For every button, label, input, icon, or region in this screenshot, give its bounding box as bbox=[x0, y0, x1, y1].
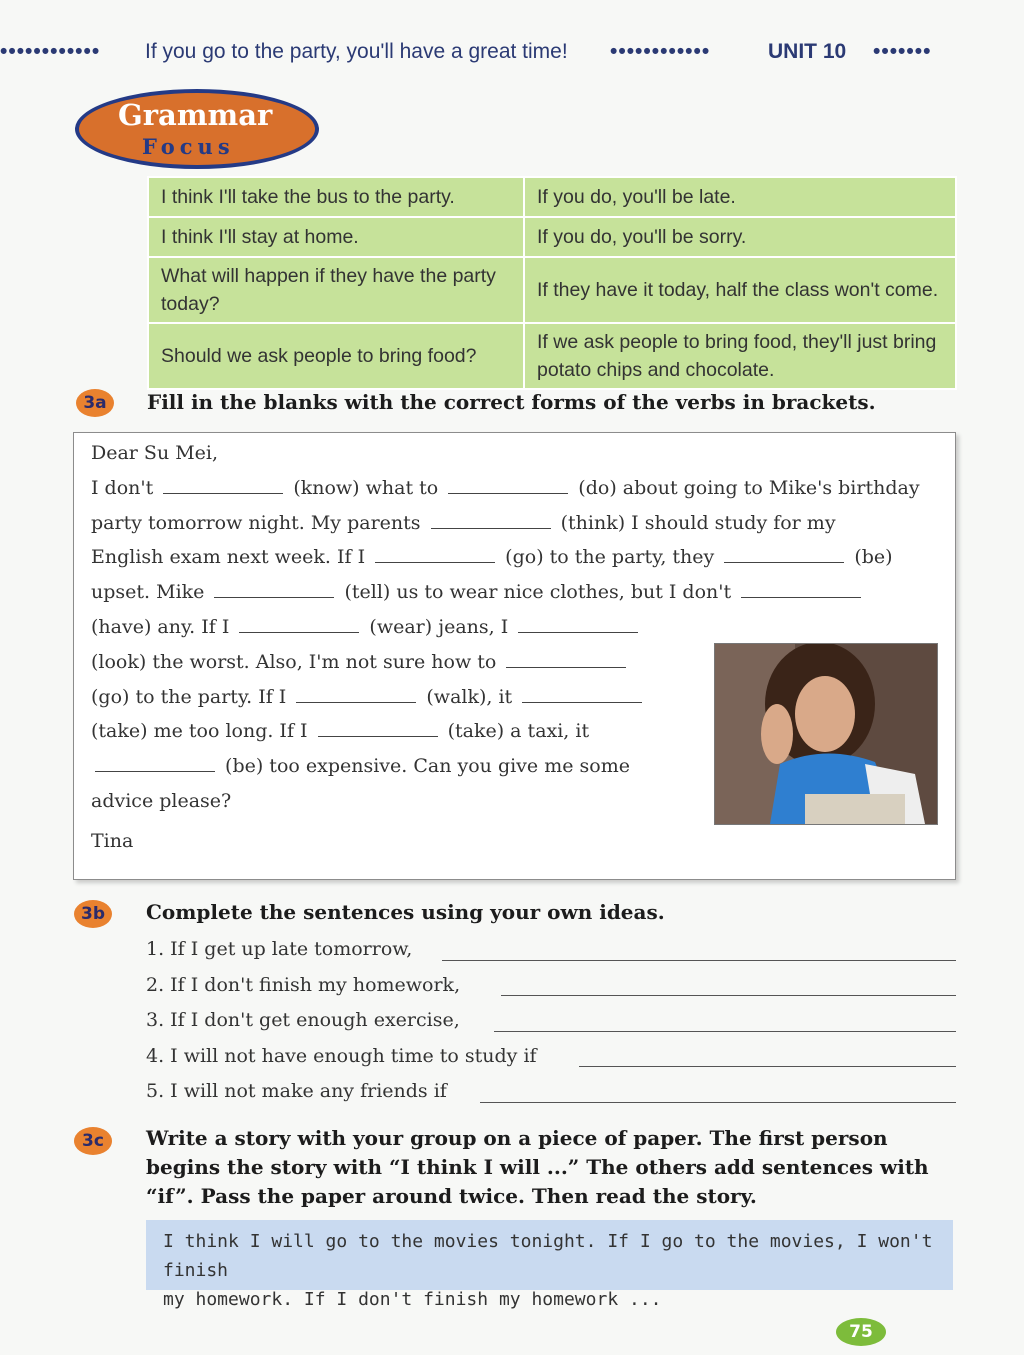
table-row bbox=[148, 323, 956, 389]
exercise-3b-list bbox=[146, 933, 956, 1111]
instruction-line: Write a story with your group on a piece of paper. The first person bbox=[146, 1126, 888, 1150]
list-item-text: 3. If I don't get enough exercise, bbox=[146, 1009, 460, 1031]
letter-text-segment: I don't bbox=[91, 476, 160, 499]
list-item bbox=[146, 1004, 956, 1040]
photo-illustration bbox=[715, 644, 937, 824]
letter-text-segment: English exam next week. If I bbox=[91, 546, 372, 569]
header-dots-middle: •••••••••••• bbox=[610, 40, 711, 63]
fill-in-blank[interactable] bbox=[296, 701, 416, 703]
letter-text-segment: party tomorrow night. My parents bbox=[91, 511, 427, 534]
table-row bbox=[148, 177, 956, 217]
fill-in-blank[interactable] bbox=[431, 527, 551, 529]
letter-text-segment: (go) to the party. If I bbox=[91, 685, 293, 708]
answer-line[interactable] bbox=[480, 1102, 956, 1103]
example-line: I think I will go to the movies tonight. If I go to the movies, I won't finish bbox=[163, 1231, 933, 1281]
letter-signature: Tina bbox=[91, 829, 134, 852]
letter-text-segment: (wear) jeans, I bbox=[363, 615, 515, 638]
header-dots-right: ••••••• bbox=[873, 40, 932, 63]
letter-text-segment: (think) I should study for my bbox=[554, 511, 836, 534]
list-item-text: 2. If I don't finish my homework, bbox=[146, 973, 461, 996]
header-dots-left: •••••••••••• bbox=[0, 40, 101, 63]
fill-in-blank[interactable] bbox=[239, 631, 359, 633]
fill-in-blank[interactable] bbox=[522, 701, 642, 703]
letter-line bbox=[91, 540, 936, 575]
photo-girl-thinking bbox=[714, 643, 938, 825]
list-item bbox=[146, 933, 956, 969]
fill-in-blank[interactable] bbox=[318, 735, 438, 737]
table-cell: What will happen if they have the party today? bbox=[148, 257, 524, 323]
exercise-3b-instruction: Complete the sentences using your own ideas. bbox=[146, 900, 665, 924]
letter-text-segment: (go) to the party, they bbox=[499, 546, 721, 569]
table-cell: If we ask people to bring food, they'll just bring potato chips and chocolate. bbox=[524, 323, 956, 389]
letter-text-segment: advice please? bbox=[91, 789, 232, 812]
unit-label: UNIT 10 bbox=[768, 40, 847, 63]
letter-text-segment: (do) about going to Mike's birthday bbox=[572, 476, 920, 499]
table-row bbox=[148, 217, 956, 257]
letter-line bbox=[91, 506, 936, 541]
letter-line bbox=[91, 471, 936, 506]
exercise-tag-3a: 3a bbox=[76, 389, 114, 417]
list-item bbox=[146, 969, 956, 1005]
instruction-line: “if”. Pass the paper around twice. Then read the story. bbox=[146, 1184, 757, 1208]
fill-in-blank[interactable] bbox=[724, 561, 844, 563]
exercise-tag-3b: 3b bbox=[74, 900, 112, 928]
letter-line bbox=[91, 575, 936, 610]
exercise-3c-instruction bbox=[146, 1124, 929, 1211]
table-cell: If they have it today, half the class won't come. bbox=[524, 257, 956, 323]
example-box bbox=[146, 1220, 953, 1310]
letter-text-segment: (know) what to bbox=[287, 476, 445, 499]
exercise-3a-instruction: Fill in the blanks with the correct forms of the verbs in brackets. bbox=[147, 390, 876, 414]
letter-greeting: Dear Su Mei, bbox=[91, 442, 219, 464]
letter-text-segment: (be) bbox=[848, 546, 893, 569]
fill-in-blank[interactable] bbox=[518, 631, 638, 633]
letter-text-segment: (walk), it bbox=[420, 685, 519, 708]
list-item-text: 5. I will not make any friends if bbox=[146, 1080, 447, 1102]
grammar-focus-subtitle: Focus bbox=[142, 134, 235, 159]
example-line: my homework. If I don't finish my homework ... bbox=[163, 1289, 662, 1310]
list-item bbox=[146, 1075, 956, 1111]
page-header bbox=[0, 38, 1024, 70]
letter-line bbox=[91, 610, 936, 645]
list-item-text: 1. If I get up late tomorrow, bbox=[146, 938, 413, 960]
fill-in-blank[interactable] bbox=[214, 596, 334, 598]
page-number: 75 bbox=[836, 1318, 886, 1346]
fill-in-blank[interactable] bbox=[741, 596, 861, 598]
table-row bbox=[148, 257, 956, 323]
exercise-tag-3c: 3c bbox=[74, 1127, 112, 1155]
fill-in-blank[interactable] bbox=[448, 492, 568, 494]
answer-line[interactable] bbox=[494, 1031, 956, 1032]
header-title: If you go to the party, you'll have a great time! bbox=[145, 40, 568, 63]
letter-text-segment: (be) too expensive. Can you give me some bbox=[219, 755, 630, 778]
table-cell: I think I'll stay at home. bbox=[148, 217, 524, 257]
letter-text-segment: (take) a taxi, it bbox=[441, 720, 590, 743]
table-cell: If you do, you'll be late. bbox=[524, 177, 956, 217]
answer-line[interactable] bbox=[442, 960, 956, 961]
letter-text-segment: (have) any. If I bbox=[91, 615, 236, 638]
list-item-text: 4. I will not have enough time to study if bbox=[146, 1044, 537, 1067]
letter-text-segment: upset. Mike bbox=[91, 581, 211, 604]
fill-in-blank[interactable] bbox=[375, 561, 495, 563]
letter-text-segment: (tell) us to wear nice clothes, but I don't bbox=[338, 581, 738, 604]
grammar-focus-table bbox=[147, 176, 957, 390]
instruction-line: begins the story with “I think I will ...” The others add sentences with bbox=[146, 1155, 929, 1179]
table-cell: Should we ask people to bring food? bbox=[148, 323, 524, 389]
fill-in-blank[interactable] bbox=[163, 492, 283, 494]
fill-in-blank[interactable] bbox=[506, 666, 626, 668]
fill-in-blank[interactable] bbox=[95, 770, 215, 772]
table-cell: I think I'll take the bus to the party. bbox=[148, 177, 524, 217]
table-cell: If you do, you'll be sorry. bbox=[524, 217, 956, 257]
answer-line[interactable] bbox=[501, 995, 956, 996]
answer-line[interactable] bbox=[579, 1066, 956, 1067]
letter-text-segment: (take) me too long. If I bbox=[91, 720, 314, 743]
list-item bbox=[146, 1040, 956, 1076]
letter-text-segment: (look) the worst. Also, I'm not sure how to bbox=[91, 650, 503, 673]
grammar-focus-title: Grammar bbox=[118, 98, 273, 132]
